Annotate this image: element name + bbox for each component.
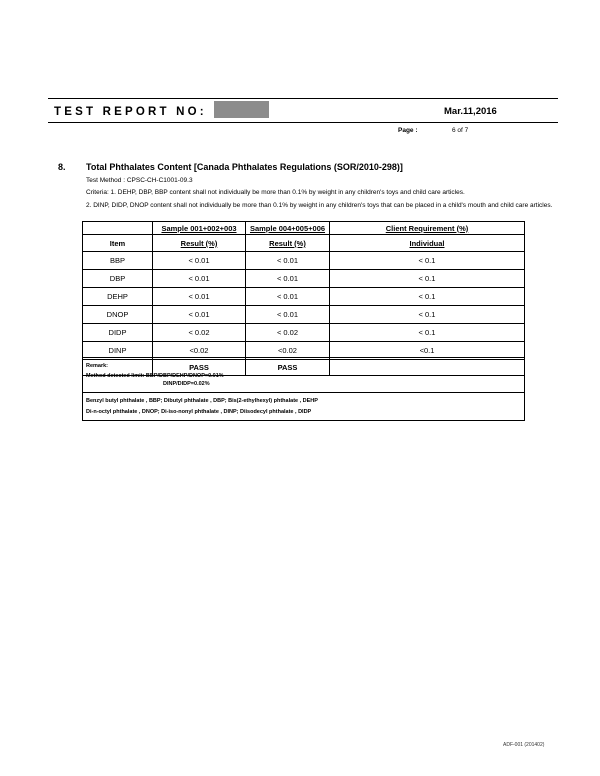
page-number: 6 of 7 — [452, 127, 469, 134]
method-detection-limit: Method detected limit: BBP/DBP/DEHP/DNOP=0.01% — [86, 373, 224, 379]
abbreviations-2: Di-n-octyl phthalate , DNOP; Di-iso-nonyl phthalate , DINP; Diisodecyl phthalate , DIDP — [86, 409, 312, 415]
page-label: Page : — [398, 127, 418, 134]
table-cell: < 0.01 — [153, 306, 246, 324]
remarks-divider — [83, 392, 524, 393]
table-cell: < 0.1 — [330, 306, 525, 324]
table-cell: < 0.01 — [153, 288, 246, 306]
remark-title: Remark: — [86, 363, 109, 369]
table-cell: DEHP — [83, 288, 153, 306]
report-number-title: TEST REPORT NO: — [54, 106, 207, 118]
table-subheader-cell: Item — [83, 235, 153, 252]
table-cell: BBP — [83, 252, 153, 270]
pass-verdict: PASS — [246, 360, 330, 376]
pass-verdict: PASS — [153, 360, 246, 376]
table-subheader-cell: Result (%) — [153, 235, 246, 252]
criteria-1: Criteria: 1. DEHP, DBP, BBP content shall not individually be more than 0.1% by weight in any children's toys and child care articles. — [86, 189, 465, 196]
remarks-box — [82, 357, 525, 421]
table-cell: < 0.02 — [153, 324, 246, 342]
table-cell: <0.1 — [330, 342, 525, 360]
table-row — [83, 252, 525, 270]
table-header-cell — [83, 222, 153, 235]
table-cell: < 0.01 — [153, 270, 246, 288]
table-subheader-cell: Result (%) — [246, 235, 330, 252]
table-cell: < 0.1 — [330, 252, 525, 270]
report-date: Mar.11,2016 — [444, 106, 497, 117]
table-cell: < 0.01 — [246, 252, 330, 270]
table-cell: < 0.01 — [246, 306, 330, 324]
table-row — [83, 270, 525, 288]
table-header-cell: Sample 001+002+003 — [153, 222, 246, 235]
table-cell: DINP — [83, 342, 153, 360]
table-row — [83, 306, 525, 324]
table-cell: < 0.01 — [153, 252, 246, 270]
table-header-cell: Client Requirement (%) — [330, 222, 525, 235]
redacted-report-number — [214, 101, 269, 118]
table-cell: DBP — [83, 270, 153, 288]
table-row — [83, 324, 525, 342]
test-method: Test Method : CPSC-CH-C1001-09.3 — [86, 177, 193, 184]
section-title: Total Phthalates Content [Canada Phthalates Regulations (SOR/2010-298)] — [86, 162, 403, 172]
method-detection-limit-2: DINP/DIDP=0.02% — [163, 381, 210, 387]
section-number: 8. — [58, 162, 66, 172]
table-cell: < 0.1 — [330, 270, 525, 288]
form-code: ADF-001 (201402) — [503, 742, 545, 748]
table-cell: < 0.01 — [246, 288, 330, 306]
table-cell: DNOP — [83, 306, 153, 324]
table-subheader-row — [83, 235, 525, 252]
table-cell: <0.02 — [153, 342, 246, 360]
table-row — [83, 288, 525, 306]
criteria-2: 2. DINP, DIDP, DNOP content shall not individually be more than 0.1% by weight in any children's toys that can be placed in a child's mouth and child care articles. — [86, 202, 553, 209]
results-table — [82, 221, 525, 376]
abbreviations-1: Benzyl butyl phthalate , BBP; Dibutyl phthalate , DBP; Bis(2-ethylhexyl) phthalate , DEHP — [86, 398, 318, 404]
table-header-row — [83, 222, 525, 235]
table-cell: < 0.1 — [330, 324, 525, 342]
header-top-rule — [48, 98, 558, 99]
table-cell: < 0.02 — [246, 324, 330, 342]
table-cell: DIDP — [83, 324, 153, 342]
table-cell: < 0.01 — [246, 270, 330, 288]
table-cell: < 0.1 — [330, 288, 525, 306]
table-cell: <0.02 — [246, 342, 330, 360]
table-header-cell: Sample 004+005+006 — [246, 222, 330, 235]
header-bottom-rule — [48, 122, 558, 123]
table-subheader-cell: Individual — [330, 235, 525, 252]
